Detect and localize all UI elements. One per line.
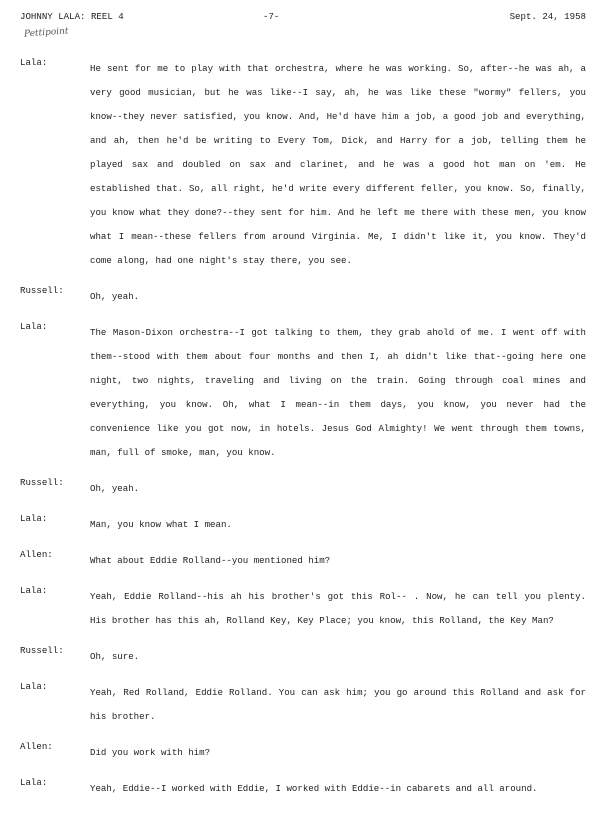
transcript-entry xyxy=(20,321,590,465)
speech-text: He sent for me to play with that orchestra, where he was working. So, after--he was ah, a very good musician, but he was like--I say, ah, he was like these "wormy" fellers, you know--they never satisfied, you know. And, He'd have him a job, a good job and everything, and ah, then he'd be writing to Every Tom, Dick, and Harry for a job, telling them he played sax and doubled on sax and clarinet, and he was a good hot man on 'em. He established that. So, all right, he'd write every different feller, you know. So, finally, you know what they done?--they sent for him. And he left me there with these men, you know what I mean--these fellers from around Virginia. Me, I didn't like it, you know. They'd come along, had one night's stay there, you see. xyxy=(90,63,586,266)
speech-text: Oh, sure. xyxy=(90,651,140,662)
speaker-label: Lala: xyxy=(20,777,48,788)
header-date: Sept. 24, 1958 xyxy=(509,11,586,22)
page-number: -7- xyxy=(263,11,280,22)
header-reel-title: JOHNNY LALA: REEL 4 xyxy=(20,11,124,22)
speaker-label: Lala: xyxy=(20,321,48,332)
speaker-label: Allen: xyxy=(20,741,53,752)
speech-text: Yeah, Eddie--I worked with Eddie, I worked with Eddie--in cabarets and all around. xyxy=(90,783,538,794)
speaker-label: Russell: xyxy=(20,645,64,656)
transcript-entry xyxy=(20,777,590,801)
speech-text: What about Eddie Rolland--you mentioned him? xyxy=(90,555,331,566)
speech-text: Oh, yeah. xyxy=(90,483,140,494)
speaker-label: Allen: xyxy=(20,549,53,560)
speech-text: The Mason-Dixon orchestra--I got talking to them, they grab ahold of me. I went off with them--stood with them about four months and then I, ah didn't like that--going here one night, two nights, traveling and living on the train. Going through coal mines and everything, you know. Oh, what I mean--in them days, you know, you never had the convenience like you got now, in hotels. Jesus God Almighty! We went through them towns, man, full of smoke, man, you know. xyxy=(90,327,586,458)
speaker-label: Lala: xyxy=(20,681,48,692)
transcript-entry xyxy=(20,285,590,309)
speech-text: Man, you know what I mean. xyxy=(90,519,232,530)
transcript-entry xyxy=(20,681,590,729)
page-header xyxy=(20,11,586,23)
transcript-entry xyxy=(20,741,590,765)
speech-text: Yeah, Red Rolland, Eddie Rolland. You can ask him; you go around this Rolland and ask for his brother. xyxy=(90,687,586,722)
speaker-label: Russell: xyxy=(20,477,64,488)
speaker-label: Lala: xyxy=(20,513,48,524)
transcript-entry xyxy=(20,477,590,501)
speech-text: Did you work with him? xyxy=(90,747,211,758)
speaker-label: Lala: xyxy=(20,585,48,596)
transcript-entry xyxy=(20,645,590,669)
handwritten-annotation: Pettipoint xyxy=(23,26,69,40)
speaker-label: Lala: xyxy=(20,57,48,68)
transcript-entry xyxy=(20,585,590,633)
transcript-entry xyxy=(20,57,590,273)
speech-text: Oh, yeah. xyxy=(90,291,140,302)
speaker-label: Russell: xyxy=(20,285,64,296)
speech-text: Yeah, Eddie Rolland--his ah his brother's got this Rol-- . Now, he can tell you plenty. His brother has this ah, Rolland Key, Key Place; you know, this Rolland, the Key Man? xyxy=(90,591,586,626)
transcript-entry xyxy=(20,549,590,573)
transcript-entry xyxy=(20,513,590,537)
transcript-body xyxy=(20,57,590,813)
